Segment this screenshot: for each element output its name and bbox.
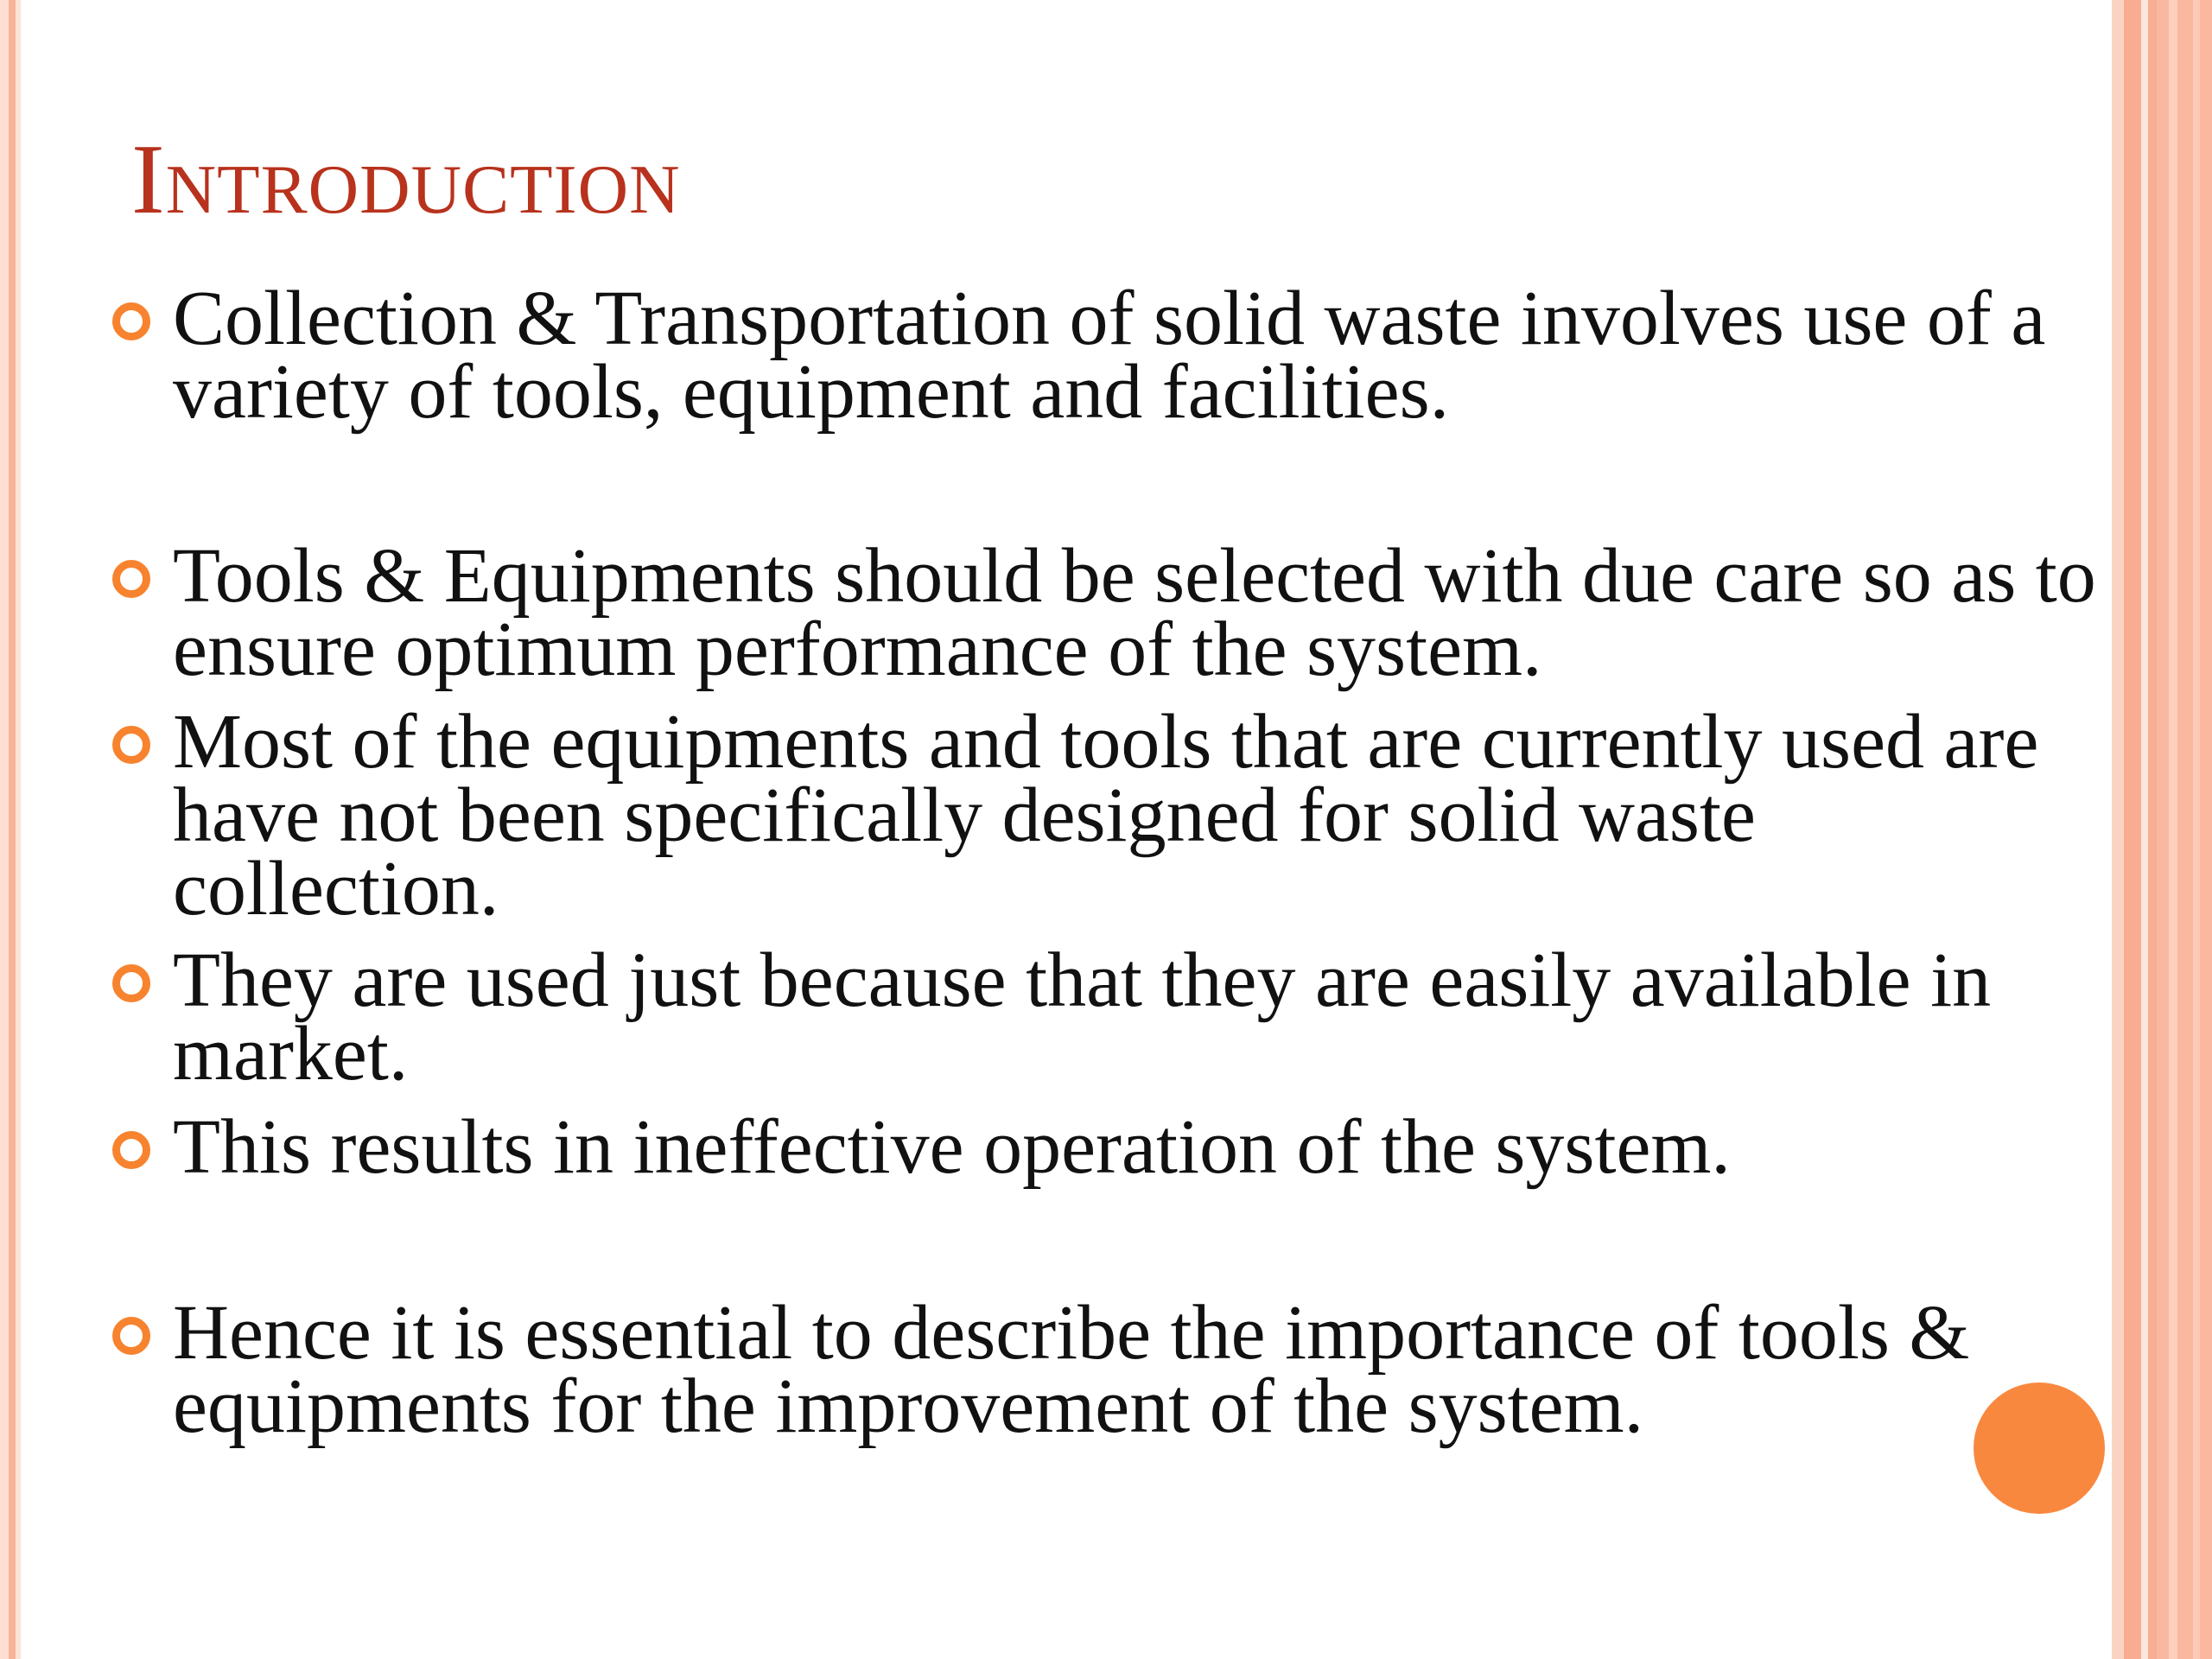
bullet-item: [173, 699, 2100, 931]
right-border-stripe: [2157, 0, 2212, 1659]
hollow-circle-bullet-icon: [112, 560, 150, 598]
bullet-text: This results in ineffective operation of the system.: [173, 1104, 1731, 1190]
bullet-text: Most of the equipments and tools that are currently used are have not been specifically designed for solid waste collection.: [173, 699, 2039, 931]
orange-circle-icon: [1974, 1382, 2105, 1514]
right-border-stripe: [2193, 0, 2200, 1659]
right-border-stripe: [2148, 0, 2157, 1659]
hollow-circle-bullet-icon: [112, 1131, 150, 1169]
right-border-stripe: [2141, 0, 2148, 1659]
hollow-circle-bullet-icon: [112, 726, 150, 764]
bullet-text: Hence it is essential to describe the importance of tools & equipments for the improvement of the system.: [173, 1290, 1970, 1449]
bullet-item: [173, 276, 2100, 435]
left-border-stripe: [16, 0, 21, 1659]
bullet-item: [173, 533, 2100, 692]
bullet-text: They are used just because that they are easily available in market.: [173, 938, 1992, 1096]
right-border-stripe: [2112, 0, 2124, 1659]
bullet-text: Tools & Equipments should be selected with due care so as to ensure optimum performance of the system.: [173, 533, 2096, 692]
bullet-text: Collection & Transportation of solid waste involves use of a variety of tools, equipment and facilities.: [173, 276, 2046, 435]
slide-title: Introduction: [131, 124, 681, 235]
bullet-item: [173, 938, 2100, 1096]
bullet-item: [173, 1290, 2100, 1449]
hollow-circle-bullet-icon: [112, 302, 150, 340]
hollow-circle-bullet-icon: [112, 964, 150, 1002]
left-border-stripe: [9, 0, 16, 1659]
right-border-stripe: [2169, 0, 2177, 1659]
right-border-stripe: [2124, 0, 2141, 1659]
left-border-stripe: [0, 0, 9, 1659]
hollow-circle-bullet-icon: [112, 1317, 150, 1355]
bullet-item: [173, 1104, 2100, 1190]
